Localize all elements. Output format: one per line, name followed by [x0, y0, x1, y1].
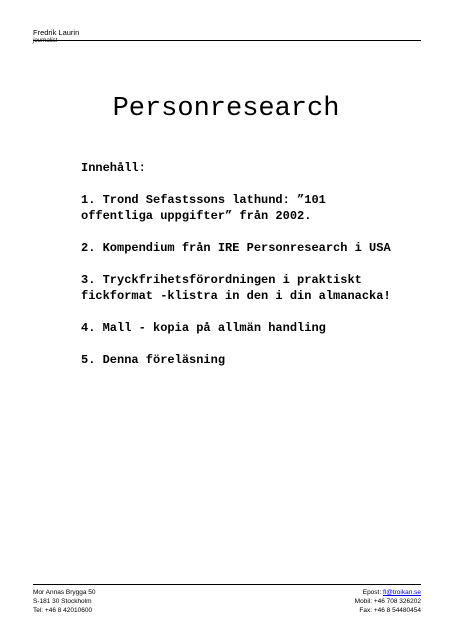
contents-heading: Innehåll:: [81, 161, 146, 175]
footer-city: S-181 30 Stockholm: [33, 598, 92, 605]
footer-divider: [33, 584, 421, 585]
list-item: 2. Kompendium från IRE Personresearch i USA: [81, 241, 391, 255]
footer-contact: [355, 588, 421, 615]
footer-mobile: Mobil: +46 708 326202: [354, 598, 421, 605]
document-contents: [81, 160, 401, 384]
list-item: 1. Trond Sefastssons lathund: ”101 offentliga uppgifter” från 2002.: [81, 193, 326, 223]
footer-street: Mor Annas Brygga 50: [33, 589, 96, 596]
footer-tel: Tel: +46 8 42010600: [33, 607, 93, 614]
contents-list: [81, 192, 401, 368]
footer-email-line: [355, 588, 421, 597]
list-item: 5. Denna föreläsning: [81, 353, 226, 367]
list-item: 4. Mall - kopia på allmän handling: [81, 321, 326, 335]
page-header: [33, 28, 421, 45]
document-title: Personresearch: [112, 94, 340, 124]
footer-address: [33, 588, 96, 615]
header-divider: [33, 40, 421, 41]
list-item: 3. Tryckfrihetsförordningen i praktiskt fickformat -klistra in den i din almanacka!: [81, 273, 391, 303]
header-author: Fredrik Laurin: [33, 28, 80, 37]
header-role: journalist: [33, 38, 58, 44]
footer-fax: Fax: +46 8 54480454: [359, 607, 421, 614]
footer-email-label: Epost:: [362, 589, 383, 596]
footer-email-link[interactable]: fl@troikan.se: [382, 589, 421, 596]
